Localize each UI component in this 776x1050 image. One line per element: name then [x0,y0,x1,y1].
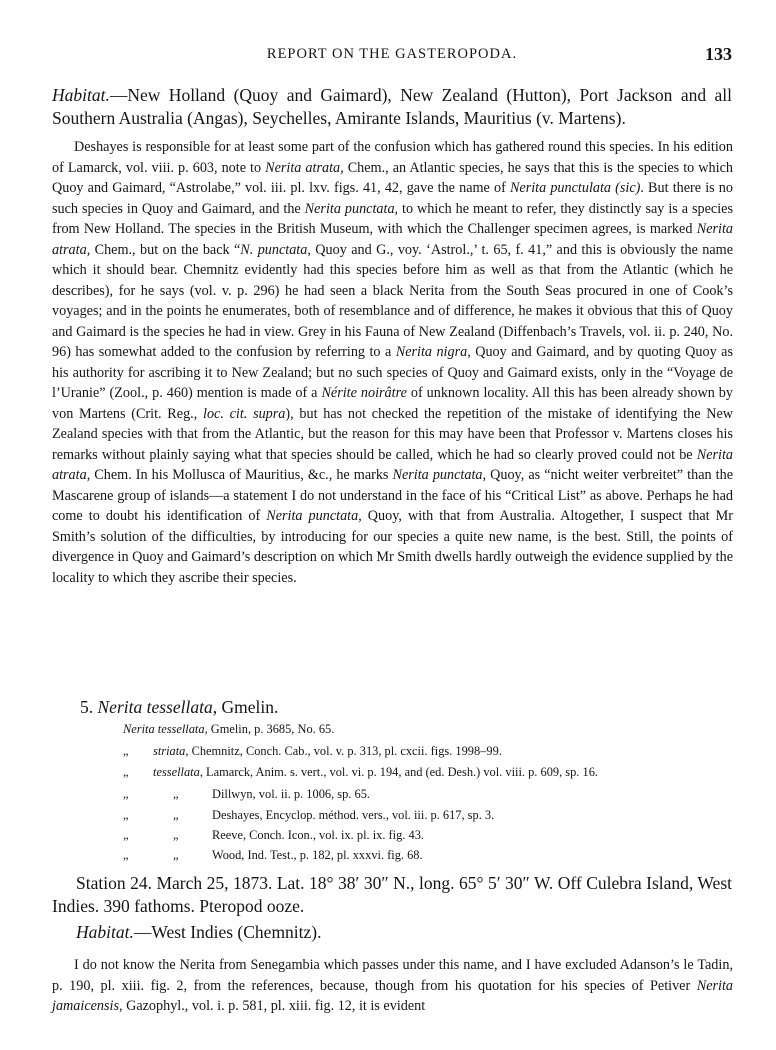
text-run: Deshayes is responsible for at least some part of the confusion which has gathered round this species. In his edition of Lamarck, vol. viii. p. 603, note to [52,139,733,176]
species-name: Nerita nigra [395,344,468,360]
station-record: Station 24. March 25, 1873. Lat. 18° 38′ 30″ N., long. 65° 5′ 30″ W. Off Culebra Island, West Indies. 390 fathoms. Pteropod ooze. [52,873,732,916]
synonym-name: Nerita tessellata [123,722,205,736]
synonym-name: striata [153,744,186,758]
ditto-mark: „ [173,828,179,842]
species-name: Nerita atrata [52,221,733,258]
habitat-line [76,922,322,943]
page-number: 133 [705,44,732,64]
habitat-paragraph [52,84,732,130]
synonym-ref: Dillwyn, vol. ii. p. 1006, sp. 65. [212,787,370,801]
page-header [52,46,732,68]
text-run: ), but has not checked the repetition of the mistake of identifying the New Zealand species with that from the Atlantic, but the reason for this may have been that Professor v. Martens closes his remarks without plainly saying what that species should be called, which he had so clearly proved could not be [52,405,734,463]
synonym-ref: , Lamarck, Anim. s. vert., vol. vi. p. 194, and (ed. Desh.) vol. viii. p. 609, sp. 16. [199,765,598,779]
text-run: , Quoy and G., voy. ‘Astrol.,’ t. 65, f. 41,” and this is obviously the name which it should bear. Chemnitz evidently had this species before him as well as that from the Atlantic (which he describes), for he says (vol. v. p. 296) he had seen a black Nerita from the South Seas procured in one of Cook’s voyages; and in the points he enumerates, both of resemblance and of difference, he makes it obvious that this of Quoy and Gaimard is the species he had in view. Grey in his Fauna of New Zealand (Diffenbach’s Travels, vol. ii. p. 240, No. 96) has somewhat added to the confusion by referring to a [52,241,733,360]
text-run: of unknown locality. All this has been already shown by von Martens (Crit. Reg., [52,385,733,422]
species-name: Nerita punctulata (sic) [509,180,641,196]
ditto-mark: „ [123,744,129,758]
synonym-ref: , Chemnitz, Conch. Cab., vol. v. p. 313, pl. cxcii. figs. 1998–99. [185,744,502,758]
habitat-text: —New Holland (Quoy and Gaimard), New Zealand (Hutton), Port Jackson and all Southern Australia (Angas), Seychelles, Amirante Islands, Mauritius (v. Martens). [52,85,732,128]
species-name: Nerita punctata [392,467,483,483]
ditto-mark: „ [123,765,129,779]
discussion-paragraph [52,137,733,588]
synonym-name: tessellata [153,765,200,779]
ditto-mark: „ [123,828,129,842]
text-run: , Chem. In his Mollusca of Mauritius, &c., he marks [86,467,393,483]
habitat-text: —West Indies (Chemnitz). [133,922,322,942]
closing-paragraph [52,955,733,1017]
ditto-mark: „ [173,848,179,862]
ditto-mark: „ [123,848,129,862]
synonym-ref: Wood, Ind. Test., p. 182, pl. xxxvi. fig. 68. [212,848,423,862]
species-name: Nerita atrata [265,159,341,176]
synonym-line [153,765,598,780]
latin-phrase: loc. cit. supra [203,405,286,422]
ditto-mark: „ [173,808,179,822]
text-run: , Quoy, with that from Australia. Altogether, I suspect that Mr Smith’s solution of the difficulties, by introducing for our species a quite new name, is the best. Still, the points of divergence in Quoy and Gaimard’s description on which Mr Smith dwells hardly outweigh the evidence supplied by the locality to which they ascribe their species. [52,508,733,586]
species-author: , Gmelin. [212,697,279,717]
running-title: REPORT ON THE GASTEROPODA. [266,46,518,62]
text-run: . But there is no such species in Quoy and Gaimard, and the [52,180,733,217]
species-name: Nerita jamaicensis [52,977,733,1014]
text-run: , Chem., an Atlantic species, he says that this is the species to which Quoy and Gaimard, “Astrolabe,” vol. iii. pl. lxv. figs. 41, 42, gave the name of [52,159,733,196]
synonym-line [153,744,502,759]
species-number: 5. [80,697,94,717]
text-run: , Quoy, as “nicht weiter verbreitet” than the Mascarene group of islands—a statement I do not understand in the face of his “Critical List” as above. Perhaps he had come to doubt his identification of [52,467,733,524]
species-name: Nerita punctata [266,508,359,524]
text-run: , to which he meant to refer, they distinctly say is a species from New Holland. The species in the British Museum, with which the Challenger specimen agrees, is marked [52,200,733,237]
ditto-mark: „ [123,808,129,822]
synonym-ref: , Gmelin, p. 3685, No. 65. [204,722,335,736]
synonym-line [123,744,129,759]
text-run: , Quoy and Gaimard, and by quoting Quoy as his authority for ascribing it to New Zealand; but no such species of Quoy and Gaimard exists, only in the “Voyage de l’Uranie” (Zool., p. 460) mention is made of a [52,344,733,401]
species-name: Nerita punctata [304,200,395,217]
habitat-label: Habitat. [52,85,110,105]
ditto-mark: „ [173,787,179,801]
text-run: , Gazophyl., vol. i. p. 581, pl. xiii. fig. 12, it is evident [119,998,426,1014]
species-heading [80,697,278,718]
synonym-line [123,765,129,780]
synonym-line [123,722,334,737]
synonym-ref: Reeve, Conch. Icon., vol. ix. pl. ix. fig. 43. [212,828,424,842]
ditto-mark: „ [123,787,129,801]
species-title: Nerita tessellata [97,697,213,717]
species-name: N. punctata [240,241,308,258]
species-name: Nerita atrata [52,446,733,483]
synonym-ref: Deshayes, Encyclop. méthod. vers., vol. iii. p. 617, sp. 3. [212,808,495,822]
species-name: Nérite noirâtre [321,385,407,401]
habitat-label: Habitat. [76,922,134,942]
text-run: I do not know the Nerita from Senegambia which passes under this name, and I have excluded Adanson’s le Tadin, p. 190, pl. xiii. fig. 2, from the references, because, though from his quotation for his species of Petiver [52,957,733,994]
text-run: , Chem., but on the back “ [86,241,241,258]
